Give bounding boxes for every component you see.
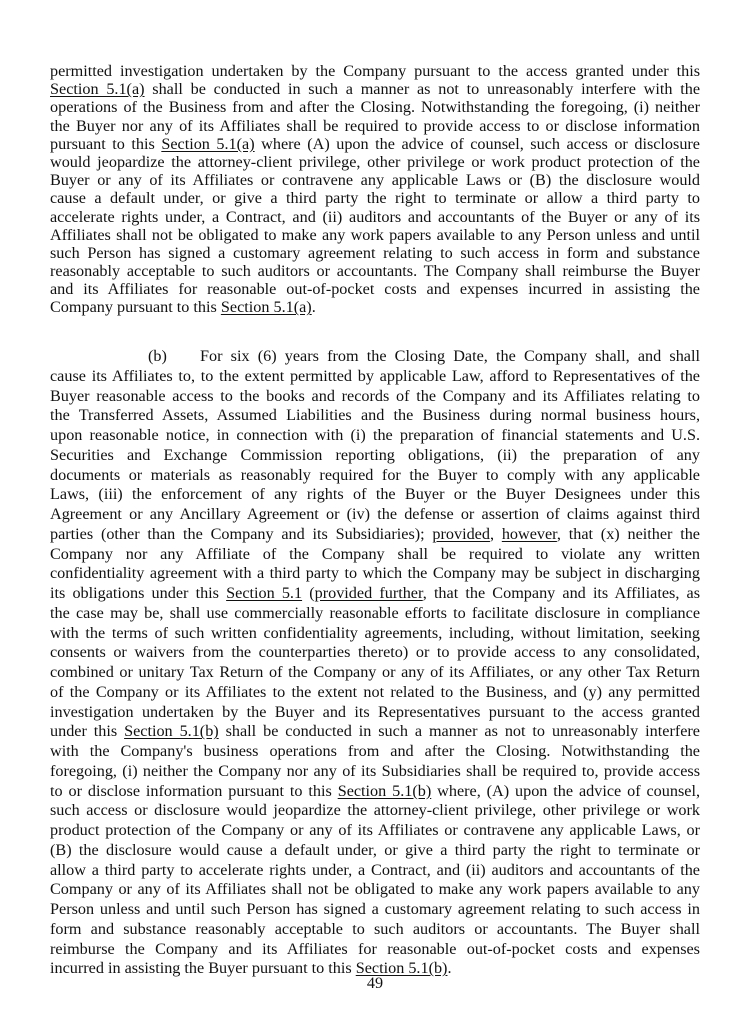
section-cross-reference: provided	[432, 524, 490, 543]
text-line: the Transferred Assets, Assumed Liabilities and the Business during normal business hours,	[50, 406, 700, 425]
text-line: of the Company or its Affiliates to the extent not related to the Business, and (y) any permitted	[50, 682, 700, 701]
paragraph-5-1-a-continued	[50, 62, 700, 317]
text-line: pursuant to this Section 5.1(a) where (A) upon the advice of counsel, such access or disclosure	[50, 134, 700, 153]
text-line: Company pursuant to this Section 5.1(a).	[50, 298, 316, 317]
page-number: 49	[366, 974, 384, 992]
text-line: investigation undertaken by the Buyer and its Representatives pursuant to the access granted	[50, 702, 700, 721]
text-line: cause its Affiliates to, to the extent permitted by applicable Law, afford to Representatives of the	[50, 366, 700, 385]
text-line: parties (other than the Company and its Subsidiaries); provided, however, that (x) neither the	[50, 524, 700, 543]
text-line: permitted investigation undertaken by the Company pursuant to the access granted under this	[50, 62, 700, 80]
text-line: Securities and Exchange Commission reporting obligations, (ii) the preparation of any	[50, 445, 700, 464]
text-line: Buyer reasonable access to the books and records of the Company and its Affiliates relating to	[50, 386, 700, 405]
text-line: the case may be, shall use commercially reasonable efforts to facilitate disclosure in compliance	[50, 603, 700, 622]
text-line: (b) For six (6) years from the Closing Date, the Company shall, and shall	[148, 347, 700, 365]
text-line: Section 5.1(a) shall be conducted in such a manner as not to unreasonably interfere with the	[50, 80, 700, 99]
section-cross-reference: Section 5.1(b)	[124, 722, 219, 741]
text-line: operations of the Business from and after the Closing. Notwithstanding the foregoing, (i) neither	[50, 98, 700, 117]
text-line: with the Company's business operations from and after the Closing. Notwithstanding the	[50, 742, 700, 760]
text-line: Affiliates shall not be obligated to make any work papers available to any Person unless and until	[50, 225, 700, 244]
text-line: Person unless and until such Person has signed a customary agreement relating to such access in	[50, 900, 700, 918]
text-line: confidentiality agreement with a third party to which the Company may be subject in discharging	[50, 564, 700, 583]
paragraph-label: (b)	[148, 347, 167, 365]
text-line: under this Section 5.1(b) shall be conducted in such a manner as not to unreasonably interfere	[50, 722, 700, 741]
section-cross-reference: Section 5.1(a)	[161, 134, 255, 153]
text-line: reimburse the Company and its Affiliates for reasonable out-of-pocket costs and expenses	[50, 939, 700, 958]
section-cross-reference: Section 5.1(a)	[50, 80, 145, 99]
text-line: combined or unitary Tax Return of the Company or any of its Affiliates, or any other Tax Return	[50, 663, 700, 681]
text-line: to or disclose information pursuant to this Section 5.1(b) where, (A) upon the advice of counsel,	[50, 781, 700, 800]
text-line: allow a third party to accelerate rights under, a Contract, and (ii) auditors and accountants of the	[50, 860, 700, 879]
text-line: Buyer or any of its Affiliates or contravene any applicable Laws or (B) the disclosure would	[50, 171, 700, 190]
text-line: with the terms of such written confidentiality agreements, including, without limitation, seeking	[50, 623, 700, 642]
text-line: foregoing, (i) neither the Company nor any of its Subsidiaries shall be required to, provide access	[50, 761, 700, 780]
text-line: would jeopardize the attorney-client privilege, other privilege or work product protection of the	[50, 152, 700, 171]
text-line: and its Affiliates for reasonable out-of-pocket costs and expenses incurred in assisting the	[50, 280, 700, 299]
text-line: product protection of the Company or any of its Affiliates or contravene any applicable Laws, or	[50, 821, 700, 839]
text-line: Agreement or any Ancillary Agreement or (iv) the defense or assertion of claims against third	[50, 505, 700, 523]
section-cross-reference: provided further	[314, 584, 423, 602]
section-cross-reference: Section 5.1(b)	[355, 959, 448, 978]
text-line: such access or disclosure would jeopardize the attorney-client privilege, other privilege or work	[50, 801, 700, 820]
text-line: consents or waivers from the counterparties thereto) or to provide access to any consolidated,	[50, 643, 700, 662]
section-cross-reference: however	[501, 524, 557, 543]
text-line: form and substance reasonably acceptable to such auditors or accountants. The Buyer shall	[50, 919, 700, 938]
text-line: documents or materials as reasonably required for the Buyer to comply with any applicable	[50, 465, 700, 484]
text-line: Company nor any Affiliate of the Company shall be required to violate any written	[50, 544, 700, 563]
section-cross-reference: Section 5.1(b)	[337, 781, 432, 800]
text-line: such Person has signed a customary agreement relating to such access in form and substance	[50, 243, 700, 262]
text-line: (B) the disclosure would cause a default under, or give a third party the right to terminate or	[50, 840, 700, 859]
text-line: Laws, (iii) the enforcement of any rights of the Buyer or the Buyer Designees under this	[50, 485, 700, 504]
text-line: incurred in assisting the Buyer pursuant to this Section 5.1(b).	[50, 959, 452, 978]
text-line: accelerate rights under, a Contract, and (ii) auditors and accountants of the Buyer or any of its	[50, 207, 700, 226]
paragraph-5-1-b	[50, 347, 700, 979]
section-cross-reference: Section 5.1(a)	[220, 298, 312, 317]
text-line: cause a default under, or give a third party the right to terminate or allow a third party to	[50, 189, 700, 208]
text-line: upon reasonable notice, in connection with (i) the preparation of financial statements and U.S.	[50, 426, 700, 444]
section-cross-reference: Section 5.1	[226, 584, 303, 602]
text-line: reasonably acceptable to such auditors or accountants. The Company shall reimburse the Buyer	[50, 262, 700, 281]
text-line: Company or any of its Affiliates shall not be obligated to make any work papers available to any	[50, 880, 700, 899]
text-line: the Buyer nor any of its Affiliates shall be required to provide access to or disclose information	[50, 116, 700, 135]
text-line: its obligations under this Section 5.1 (provided further, that the Company and its Affiliates, as	[50, 584, 701, 602]
